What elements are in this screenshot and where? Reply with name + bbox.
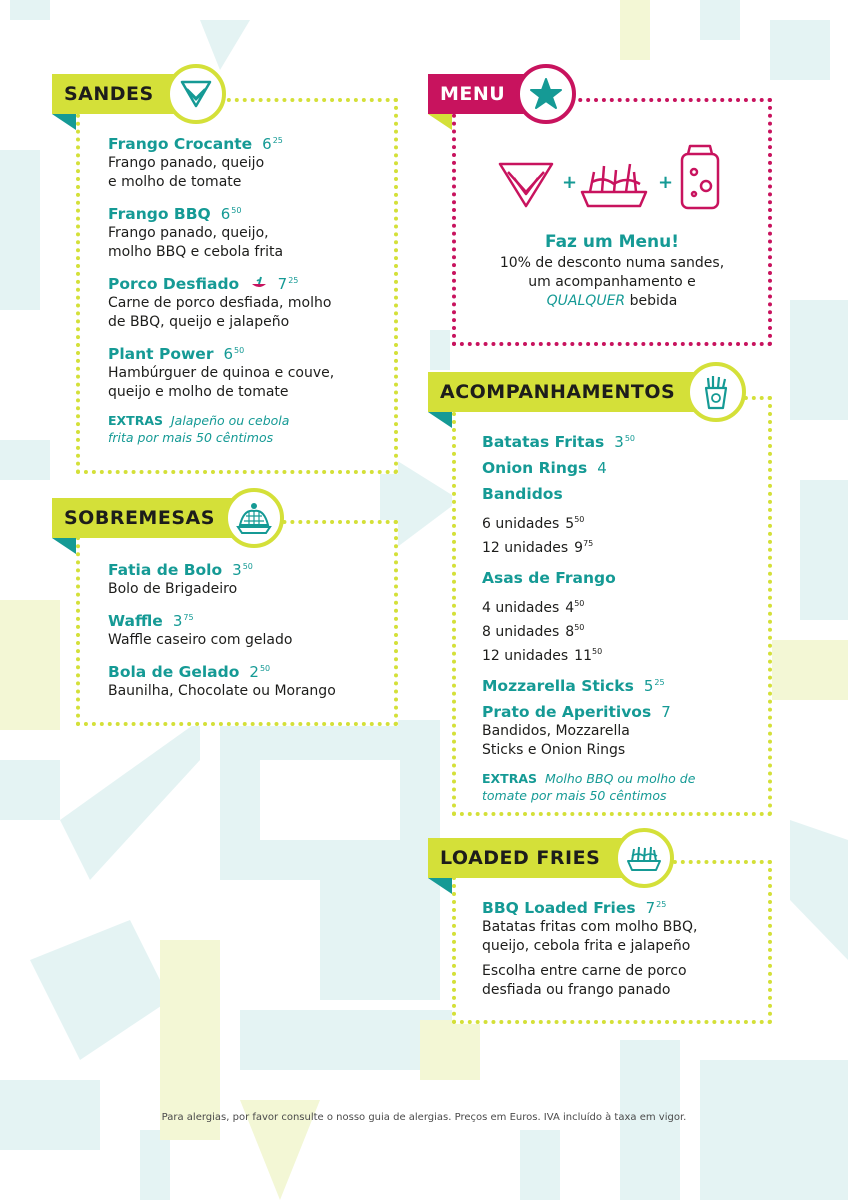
sobremesas-badge xyxy=(224,488,284,548)
item-price: $3^{50}$ xyxy=(614,433,636,451)
label-fold xyxy=(428,412,452,428)
item-desc: Bolo de Brigadeiro xyxy=(108,581,238,597)
menu-item xyxy=(108,204,388,262)
sandwich-icon xyxy=(500,164,552,206)
quantity-row: 8 unidades $8^{50}$ xyxy=(482,623,585,640)
section-label-sobremesas: SOBREMESAS xyxy=(52,498,232,538)
loaded-fries-badge xyxy=(614,828,674,888)
drink-can-icon xyxy=(682,146,718,208)
item-price: $5^{25}$ xyxy=(643,677,665,695)
plus-icon: + xyxy=(658,172,674,193)
item-note: desfiada ou frango panado xyxy=(482,982,671,998)
quantity-row: 4 unidades $4^{50}$ xyxy=(482,599,585,616)
menu-title: Faz um Menu! xyxy=(544,232,680,252)
item-price: $7^{25}$ xyxy=(277,275,299,293)
item-name: Bandidos xyxy=(482,485,563,503)
loaded-fries-icon xyxy=(624,843,664,873)
quantity-row: 6 unidades $5^{50}$ xyxy=(482,515,585,532)
acompanhamentos-badge xyxy=(686,362,746,422)
item-name: Frango BBQ xyxy=(108,205,211,223)
menu-item xyxy=(108,344,388,402)
menu-item xyxy=(482,458,762,478)
plus-icon: + xyxy=(562,172,578,193)
item-desc: queijo e molho de tomate xyxy=(108,384,289,400)
item-name: Mozzarella Sticks xyxy=(482,677,634,695)
item-desc: Baunilha, Chocolate ou Morango xyxy=(108,683,336,699)
menu-item xyxy=(482,676,762,696)
acompanhamentos-header xyxy=(428,372,748,452)
item-price: $3^{50}$ xyxy=(232,561,253,579)
menu-item xyxy=(482,484,762,558)
item-desc: Frango panado, queijo, xyxy=(108,225,269,241)
quantity-row: 12 unidades $11^{50}$ xyxy=(482,647,603,664)
label-fold xyxy=(428,114,452,130)
item-price: $2^{50}$ xyxy=(249,663,271,681)
item-price: 4 xyxy=(597,459,607,477)
sandes-header xyxy=(52,74,232,154)
sandes-badge xyxy=(166,64,226,124)
label-fold xyxy=(428,878,452,894)
vegan-leaf-icon xyxy=(250,276,268,290)
loaded-fries-header xyxy=(428,838,688,918)
item-desc: Frango panado, queijo xyxy=(108,155,265,171)
section-label-menu: MENU xyxy=(428,74,528,114)
sobremesas-header xyxy=(52,498,292,578)
item-price: 7 xyxy=(661,703,671,721)
star-icon xyxy=(529,77,563,111)
item-desc: molho BBQ e cebola frita xyxy=(108,244,284,260)
fries-icon xyxy=(700,374,732,410)
menu-desc-line: QUALQUER bebida xyxy=(546,293,678,309)
acompanhamentos-list xyxy=(482,432,762,804)
item-price: $6^{50}$ xyxy=(223,345,245,363)
item-name: Waffle xyxy=(108,612,163,630)
menu-badge xyxy=(516,64,576,124)
menu-item xyxy=(108,662,388,701)
item-desc: queijo, cebola frita e jalapeño xyxy=(482,938,691,954)
menu-header xyxy=(428,74,608,154)
item-name: Asas de Frango xyxy=(482,569,616,587)
section-label-sandes: SANDES xyxy=(52,74,192,114)
item-name: Prato de Aperitivos xyxy=(482,703,652,721)
item-price: $7^{25}$ xyxy=(645,899,667,917)
item-desc: Bandidos, Mozzarella xyxy=(482,723,630,739)
label-fold xyxy=(52,114,76,130)
menu-desc-line: um acompanhamento e xyxy=(528,274,696,290)
item-name: Bola de Gelado xyxy=(108,663,240,681)
quantity-row: 12 unidades $9^{75}$ xyxy=(482,539,594,556)
section-label-acompanhamentos: ACOMPANHAMENTOS xyxy=(428,372,698,412)
menu-item xyxy=(482,702,762,760)
allergy-footer: Para alergias, por favor consulte o nosso guia de alergias. Preços em Euros. IVA incluído à taxa em vigor. xyxy=(161,1112,687,1123)
sandes-list xyxy=(108,134,388,446)
menu-item xyxy=(108,611,388,650)
waffle-icon xyxy=(234,501,274,535)
sandes-extras: EXTRAS Jalapeño ou cebola frita por mais 50 cêntimos xyxy=(108,413,290,445)
item-desc: e molho de tomate xyxy=(108,174,242,190)
item-desc: Batatas fritas com molho BBQ, xyxy=(482,919,698,935)
sobremesas-list xyxy=(108,560,388,709)
item-desc: de BBQ, queijo e jalapeño xyxy=(108,314,290,330)
item-price: $6^{25}$ xyxy=(262,135,283,153)
item-desc: Waffle caseiro com gelado xyxy=(108,632,293,648)
item-desc: Sticks e Onion Rings xyxy=(482,742,626,758)
menu-item xyxy=(482,568,762,666)
acompanhamentos-extras: EXTRAS Molho BBQ ou molho de tomate por mais 50 cêntimos xyxy=(482,771,696,803)
item-name: Porco Desfiado xyxy=(108,275,240,293)
item-name: Frango Crocante xyxy=(108,135,253,153)
item-name: Onion Rings xyxy=(482,459,588,477)
item-desc: Hambúrguer de quinoa e couve, xyxy=(108,365,335,381)
sandwich-icon xyxy=(178,78,214,110)
label-fold xyxy=(52,538,76,554)
menu-info xyxy=(462,232,762,311)
item-name: Batatas Fritas xyxy=(482,433,605,451)
section-label-loaded-fries: LOADED FRIES xyxy=(428,838,628,878)
item-note: Escolha entre carne de porco xyxy=(482,963,687,979)
item-name: BBQ Loaded Fries xyxy=(482,899,636,917)
menu-desc-line: 10% de desconto numa sandes, xyxy=(499,255,725,271)
item-price: $3^{75}$ xyxy=(172,612,194,630)
fries-tray-icon xyxy=(582,164,646,206)
menu-item xyxy=(108,274,388,332)
item-name: Fatia de Bolo xyxy=(108,561,223,579)
item-name: Plant Power xyxy=(108,345,214,363)
item-desc: Carne de porco desfiada, molho xyxy=(108,295,332,311)
item-price: $6^{50}$ xyxy=(220,205,242,223)
